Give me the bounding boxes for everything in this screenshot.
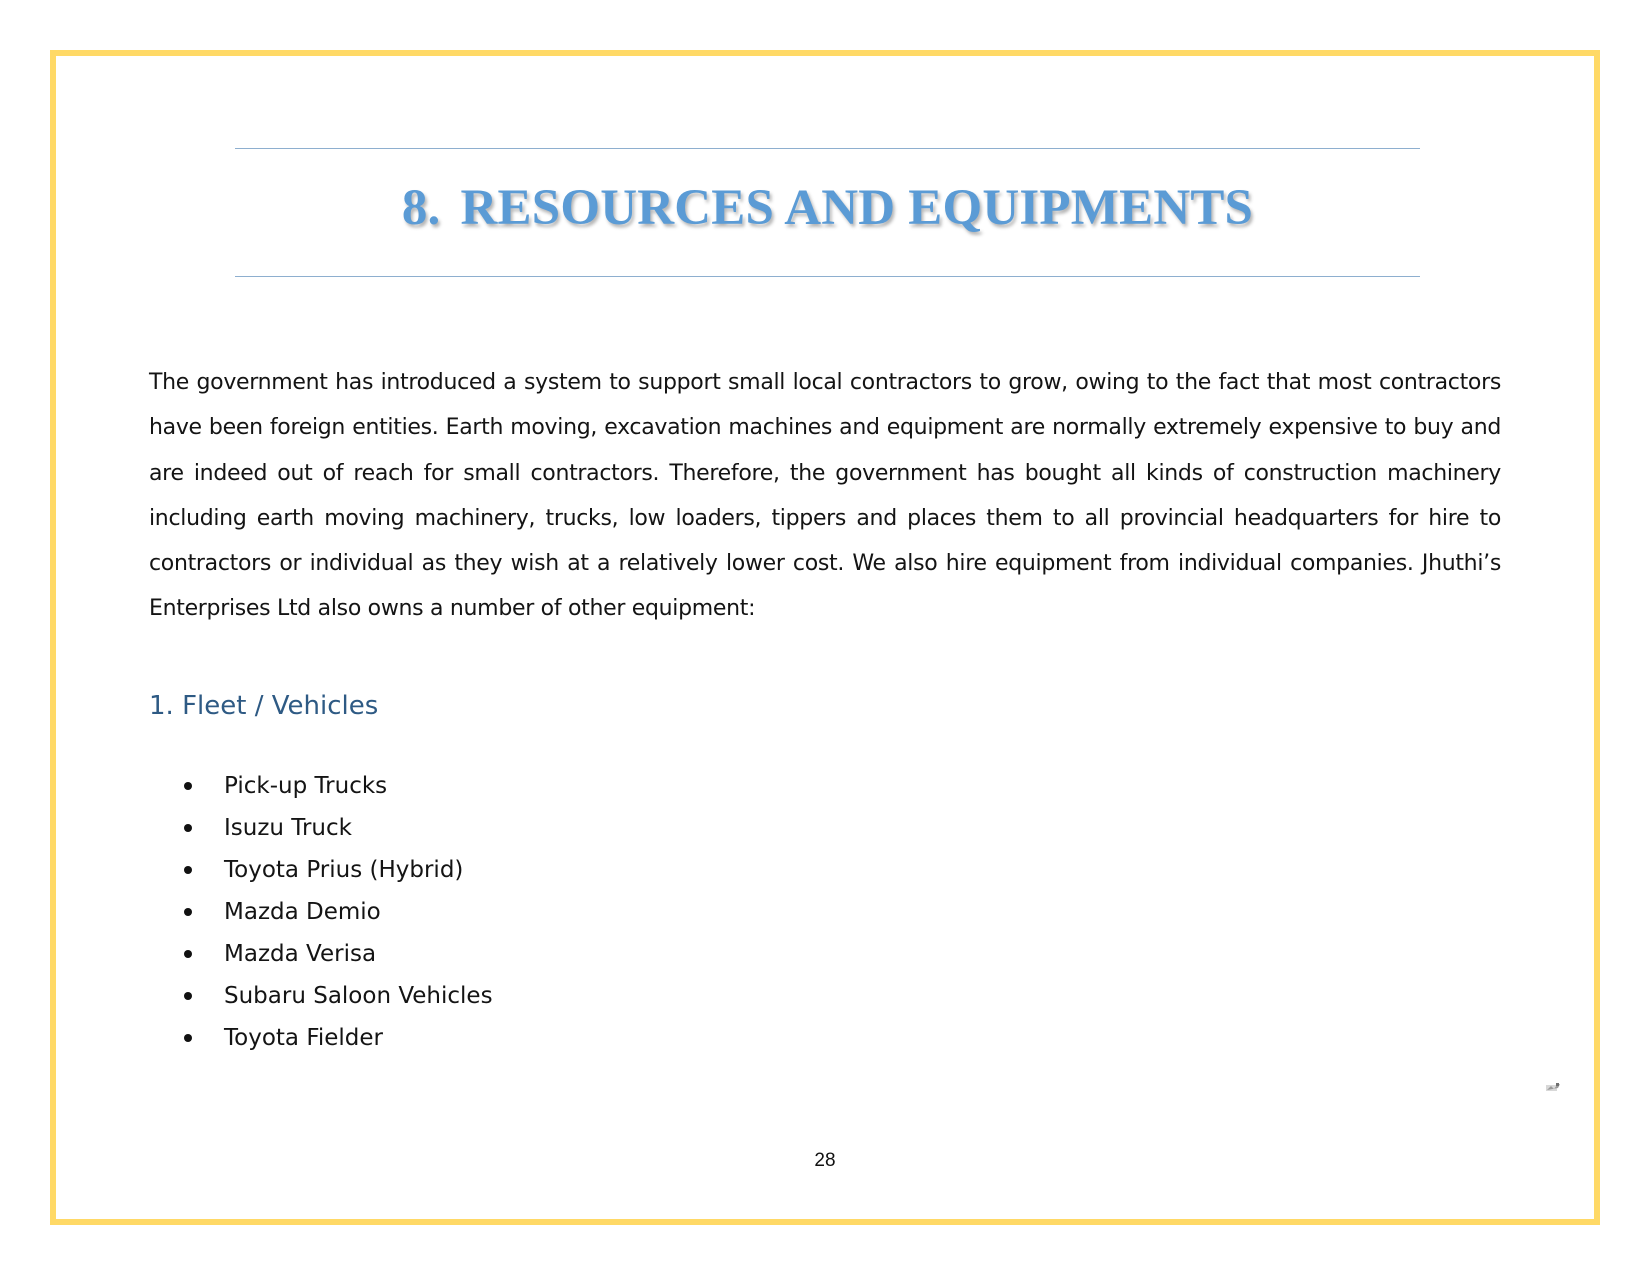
list-item-label: Subaru Saloon Vehicles (224, 983, 493, 1009)
bullet-icon (184, 824, 192, 832)
intro-paragraph: The government has introduced a system to support small local contractors to grow, owing to the fact that most contractors have been foreign entities. Earth moving, excavation machines and equipment are normally extremely expensive to buy and are indeed out of reach for small contractors. Therefore, the government has bought all kinds of construction machinery including earth moving machinery, trucks, low loaders, tippers and places them to all provincial headquarters for hire to contractors or individual as they wish at a relatively lower cost. We also hire equipment from individual companies. Jhuthi’s Enterprises Ltd also owns a number of other equipment: (149, 370, 1501, 622)
section-heading-fleet: 1. Fleet / Vehicles (149, 691, 379, 721)
list-item-label: Isuzu Truck (224, 815, 352, 841)
list-item-label: Toyota Fielder (224, 1025, 384, 1051)
list-item-label: Mazda Demio (224, 899, 381, 925)
page-title (235, 178, 1420, 238)
bullet-icon (184, 992, 192, 1000)
list-item-label: Mazda Verisa (224, 941, 377, 967)
small-image-icon (1545, 1082, 1561, 1092)
title-rule-top (235, 148, 1420, 149)
bullet-icon (184, 1034, 192, 1042)
bullet-icon (184, 866, 192, 874)
bullet-icon (184, 908, 192, 916)
list-item-label: Pick-up Trucks (224, 773, 388, 799)
title-number: 8. (401, 180, 441, 236)
list-item-label: Toyota Prius (Hybrid) (224, 857, 464, 883)
page-number: 28 (814, 1150, 836, 1171)
title-rule-bottom (235, 276, 1420, 277)
bullet-icon (184, 950, 192, 958)
bullet-icon (184, 782, 192, 790)
title-text: RESOURCES AND EQUIPMENTS (460, 180, 1254, 236)
